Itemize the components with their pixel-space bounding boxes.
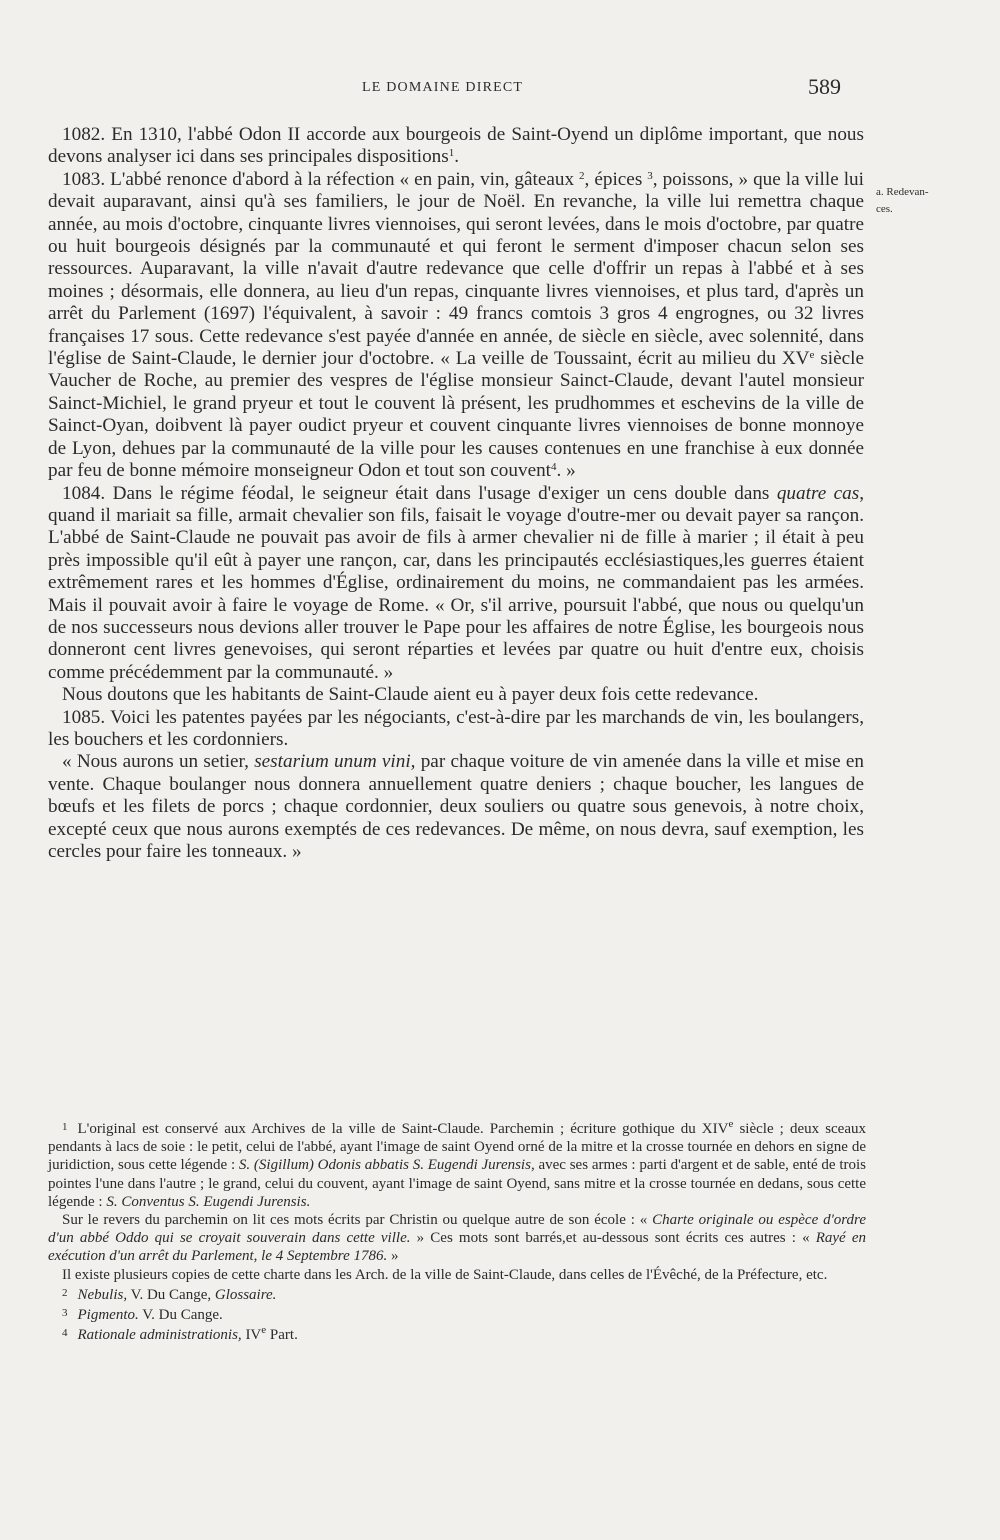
margin-note (876, 184, 956, 218)
footnote-ref: 4 (551, 461, 557, 474)
footnote-1-continued: Sur le revers du parchemin on lit ces mots écrits par Christin ou quelque autre de son école : « Charte originale ou espèce d'ordre d'un abbé Oddo qui se croyait souverain dans cette ville. » Ces mots sont barrés,et au-dessous sont écrits ces autres : « Rayé en exécution d'un arrêt du Parlement, le 4 Septembre 1786. » (48, 1212, 867, 1265)
century-superscript: e (261, 1324, 267, 1337)
century-superscript: e (728, 1118, 734, 1130)
body-text (48, 124, 864, 863)
italic-phrase: quatre cas (776, 482, 860, 504)
paragraph-doubt: Nous doutons que les habitants de Saint-Claude aient eu à payer deux fois cette redevance. (62, 684, 759, 706)
footnote-ref: 3 (647, 169, 653, 182)
footnote-ref: 2 (579, 169, 585, 182)
footnote-mark: 3 (62, 1307, 68, 1320)
running-header (0, 72, 1000, 108)
paragraph-quote: « Nous aurons un setier, sestarium unum vini, par chaque voiture de vin amenée dans la ville et mise en vente. Chaque boulanger nous donnera annuellement quatre deniers ; chaque boucher, les langues de bœufs et les filets de porcs ; chaque cordonnier, deux souliers ou quatre sous genevois, à notre choix, excepté ceux que nous aurons exemptés de ces redevances. De même, on nous devra, sauf exemption, les cercles pour faire les tonneaux. » (48, 751, 864, 862)
margin-note-line: a. Redevan- (876, 186, 929, 198)
page-number: 589 (808, 74, 841, 99)
footnote-ref: 1 (448, 147, 455, 160)
footnotes (48, 1118, 866, 1344)
footnote-1: $^1$ L'original est conservé aux Archives de la ville de Saint-Claude. Parchemin ; écriture gothique du XIVe siècle ; deux sceaux pendants à lacs de soie : le petit, celui de l'abbé, ayant l'image de saint Oyend orné de la mitre et la crosse tournée en dehors en signe de juridiction, sous cette légende : S. (Sigillum) Odonis abbatis S. Eugendi Jurensis, avec ses armes : parti d'argent et de sable, enté de trois pointes l'une dans l'autre ; le grand, celui du couvent, ayant l'image de saint Oyend, sans mitre et la crosse tournée en dedans, sous cette légende : S. Conventus S. Eugendi Jurensis. (48, 1118, 867, 1210)
footnote-mark: 2 (62, 1286, 68, 1299)
italic-phrase: sestarium unum vini, (254, 751, 416, 773)
paragraph-1083: 1083. L'abbé renonce d'abord à la réfection « en pain, vin, gâteaux $^2$, épices $^3$, poissons, » que la ville lui devait auparavant, ainsi qu'à ses familiers, le jour de Noël. En revanche, la ville lui remettra chaque année, au mois d'octobre, cinquante livres viennoises, qui seront levées, dans le mois d'octobre, par quatre ou huit bourgeois désignés par la communauté et qui feront le serment d'imposer chacun selon ses ressources. Auparavant, la ville n'avait d'autre redevance que celle d'offrir un repas à l'abbé et à ses moines ; désormais, elle donnera, au lieu d'un repas, cinquante livres viennoises, et plus tard, d'après un arrêt du Parlement (1697) l'équivalent, à savoir : 49 francs comtois 3 gros 4 engrognes, ou 32 livres françaises 17 sous. Cette redevance s'est payée d'année en année, de siècle en siècle, avec solennité, dans l'église de Saint-Claude, le dernier jour d'octobre. « La veille de Toussaint, écrit au milieu du XVe siècle Vaucher de Roche, au premier des vespres de l'église monsieur Sainct-Claude, devant l'autel monsieur Sainct-Michiel, le grand pryeur et tout le couvent là présent, les prudhommes et eschevins de la ville de Sainct-Oyan, doibvent là payer oudict pryeur et couvent cinquante livres viennoises de bonne monnoye de Lyon, dehues par la communauté de la ville pour les causes contenues en une franchise à eux donnée par feu de bonne mémoire monseigneur Odon et tout son couvent$^4$. » (48, 168, 864, 482)
century-superscript: e (809, 349, 815, 362)
footnote-mark: 1 (62, 1121, 68, 1133)
footnote-3: $^3$ Pigmento. V. Du Cange. (62, 1307, 223, 1324)
paragraph-1082: 1082. En 1310, l'abbé Odon II accorde aux bourgeois de Saint-Oyend un diplôme important, que nous devons analyser ici dans ses principales dispositions$^1$. (48, 124, 864, 168)
paragraph-1084: 1084. Dans le régime féodal, le seigneur était dans l'usage d'exiger un cens double dans quatre cas, quand il mariait sa fille, armait chevalier son fils, faisait le voyage d'outre-mer ou devait payer sa rançon. L'abbé de Saint-Claude ne pouvait pas avoir de fils à armer chevalier ni de fille à marier ; il était à peu près impossible qu'il eût à payer une rançon, car, dans les principautés ecclésiastiques,les guerres étaient extrêmement rares et les hommes d'Église, ordinairement du moins, ne commandaient pas les armées. Mais il pouvait avoir à faire le voyage de Rome. « Or, s'il arrive, poursuit l'abbé, que nous ou quelqu'un de nos successeurs nous devions aller trouver le Pape pour les affaires de notre Église, les bourgeois nous donneront cent livres genevoises, qui seront réparties et levées par quatre ou huit d'entre eux, choisis comme précédemment par la communauté. » (48, 482, 864, 683)
footnote-mark: 4 (62, 1327, 68, 1340)
footnote-1-copies: Il existe plusieurs copies de cette charte dans les Arch. de la ville de Saint-Claude, dans celles de l'Évêché, de la Préfecture, etc. (62, 1266, 828, 1283)
margin-note-line: ces. (876, 203, 893, 215)
paragraph-1085: 1085. Voici les patentes payées par les négociants, c'est-à-dire par les marchands de vin, les boulangers, les bouchers et les cordonniers. (48, 706, 864, 750)
running-title: LE DOMAINE DIRECT (362, 80, 524, 95)
footnote-2: $^2$ Nebulis, V. Du Cange, Glossaire. (62, 1286, 277, 1303)
footnote-4: $^4$ Rationale administrationis, IVe Part. (62, 1324, 298, 1344)
